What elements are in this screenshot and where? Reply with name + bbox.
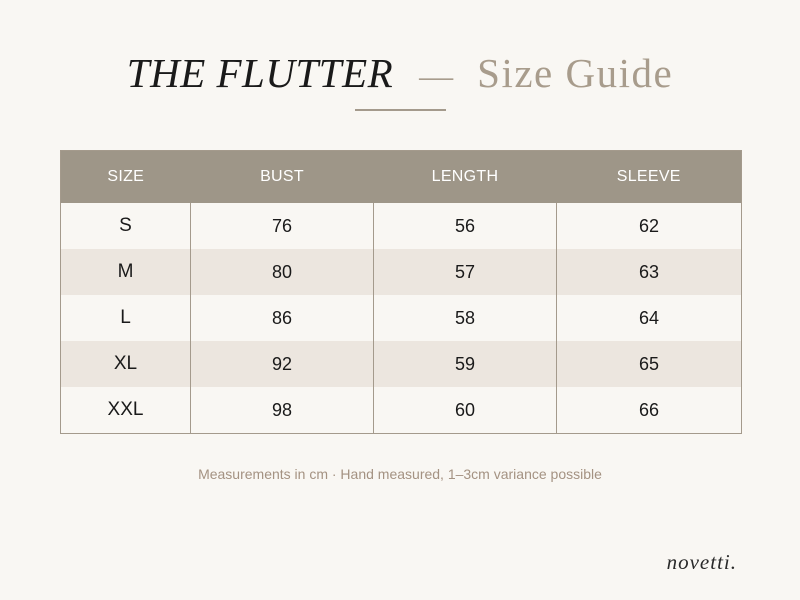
title-separator: — — [419, 58, 454, 95]
cell-length: 56 — [374, 203, 557, 249]
cell-size: S — [61, 203, 191, 249]
cell-length: 58 — [374, 295, 557, 341]
cell-size: L — [61, 295, 191, 341]
brand-logo: novetti. — [666, 550, 737, 574]
header-sleeve: SLEEVE — [557, 151, 742, 204]
cell-sleeve: 66 — [557, 387, 742, 434]
cell-length: 57 — [374, 249, 557, 295]
size-chart-table — [60, 150, 742, 434]
cell-length: 59 — [374, 341, 557, 387]
table-row — [61, 387, 742, 434]
header-length: LENGTH — [374, 151, 557, 204]
page-title — [0, 48, 800, 98]
cell-bust: 80 — [191, 249, 374, 295]
cell-bust: 86 — [191, 295, 374, 341]
header-bust: BUST — [191, 151, 374, 204]
cell-bust: 98 — [191, 387, 374, 434]
table-header-row — [61, 151, 742, 204]
cell-sleeve: 65 — [557, 341, 742, 387]
measurement-note: Measurements in cm · Hand measured, 1–3cm variance possible — [198, 466, 602, 482]
cell-size: XL — [61, 341, 191, 387]
table-row — [61, 249, 742, 295]
title-underline — [355, 109, 446, 111]
cell-size: M — [61, 249, 191, 295]
product-name: THE FLUTTER — [126, 50, 394, 96]
cell-bust: 76 — [191, 203, 374, 249]
table-row — [61, 341, 742, 387]
guide-subtitle: Size Guide — [477, 50, 674, 96]
cell-length: 60 — [374, 387, 557, 434]
cell-sleeve: 63 — [557, 249, 742, 295]
header-size: SIZE — [61, 151, 191, 204]
table-row — [61, 295, 742, 341]
cell-sleeve: 64 — [557, 295, 742, 341]
cell-bust: 92 — [191, 341, 374, 387]
table-row — [61, 203, 742, 249]
cell-sleeve: 62 — [557, 203, 742, 249]
cell-size: XXL — [61, 387, 191, 434]
